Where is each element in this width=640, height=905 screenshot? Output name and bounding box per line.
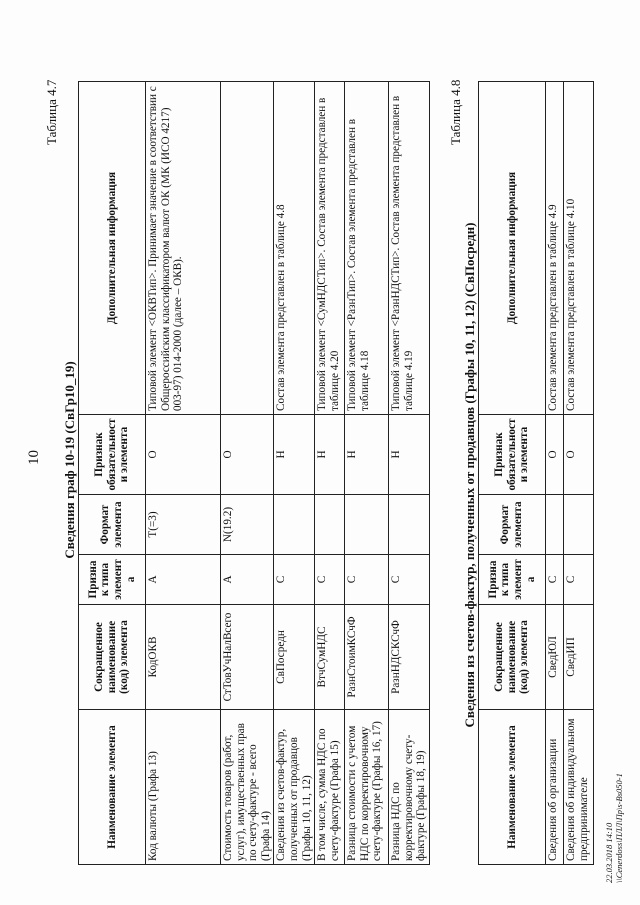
cell-additional-info: Состав элемента представлен в таблице 4.8	[274, 82, 315, 415]
table-4-8-label: Таблица 4.8	[448, 79, 463, 145]
table-row	[146, 82, 221, 865]
cell-element-name: Стоимость товаров (работ, услуг), имущественных прав по счету-фактуре - всего (Графа 14)	[221, 710, 274, 865]
column-header: Дополнительная информация	[479, 82, 546, 415]
table-row	[221, 82, 274, 865]
cell-format	[274, 495, 315, 555]
page-number: 10	[26, 450, 42, 465]
column-header: Наименование элемента	[79, 710, 146, 865]
cell-required: Н	[345, 415, 389, 495]
cell-code: СвПосредн	[274, 605, 315, 710]
cell-required: О	[221, 415, 274, 495]
cell-element-name: Сведения об индивидуальном предпринимателе	[564, 710, 594, 865]
cell-code: КодОКВ	[146, 605, 221, 710]
cell-element-name: Сведения об организации	[546, 710, 564, 865]
table-row	[315, 82, 345, 865]
cell-format	[389, 495, 430, 555]
footer-path: \\Cenerdoss\ПЛЛ\Пр\s-Bs050-1	[614, 773, 624, 883]
cell-format	[345, 495, 389, 555]
table-row	[564, 82, 594, 865]
cell-type: С	[345, 555, 389, 605]
column-header: Признак типа элемента	[479, 555, 546, 605]
cell-format	[564, 495, 594, 555]
cell-element-name: В том числе, сумма НДС по счету-фактуре (Графа 15)	[315, 710, 345, 865]
footer-date: 22.03.2018 14:10	[604, 822, 614, 883]
cell-element-name: Код валюты (Графа 13)	[146, 710, 221, 865]
cell-additional-info: Типовой элемент <ОКВТип>. Принимает значение в соответствии с Общероссийским классификатором валют ОК (МК (ИСО 4217) 003-97) 014-2000 (далее – ОКВ).	[146, 82, 221, 415]
column-header: Формат элемента	[79, 495, 146, 555]
cell-type: С	[546, 555, 564, 605]
table-header-row	[479, 82, 546, 865]
cell-additional-info	[221, 82, 274, 415]
column-header: Признак типа элемента	[79, 555, 146, 605]
cell-code: СведИП	[564, 605, 594, 710]
table-row	[389, 82, 430, 865]
table-4-7-title: Сведения граф 10-19 (СвГр10_19)	[62, 361, 77, 559]
cell-format: T(=3)	[146, 495, 221, 555]
cell-additional-info: Состав элемента представлен в таблице 4.10	[564, 82, 594, 415]
cell-required: Н	[274, 415, 315, 495]
table-header-row	[79, 82, 146, 865]
table-row	[345, 82, 389, 865]
cell-type: А	[146, 555, 221, 605]
cell-code: СведЮЛ	[546, 605, 564, 710]
cell-type: С	[315, 555, 345, 605]
cell-type: С	[274, 555, 315, 605]
table-4-8-title: Сведения из счетов-фактур, полученных от продавцов (Графы 10, 11, 12) (СвПосредн)	[462, 222, 477, 728]
footer-stamp	[604, 773, 624, 883]
column-header: Сокращенное наименование (код) элемента	[79, 605, 146, 710]
table-row	[546, 82, 564, 865]
column-header: Признак обязательности элемента	[479, 415, 546, 495]
cell-format	[315, 495, 345, 555]
cell-code: РазнСтоимКСчФ	[345, 605, 389, 710]
table-4-7	[78, 81, 430, 865]
cell-additional-info: Типовой элемент <РазнНДСТип>. Состав элемента представлен в таблице 4.19	[389, 82, 430, 415]
cell-format	[546, 495, 564, 555]
cell-element-name: Разница НДС по корректировочному счету-фактуре (Графы 18, 19)	[389, 710, 430, 865]
cell-additional-info: Типовой элемент <РазнТип>. Состав элемента представлен в таблице 4.18	[345, 82, 389, 415]
cell-required: О	[564, 415, 594, 495]
cell-type: А	[221, 555, 274, 605]
cell-required: Н	[315, 415, 345, 495]
column-header: Наименование элемента	[479, 710, 546, 865]
column-header: Дополнительная информация	[79, 82, 146, 415]
table-4-8	[478, 81, 594, 865]
cell-type: С	[389, 555, 430, 605]
cell-element-name: Разница стоимости с учетом НДС по корректировочному счету-фактуре (Графы 16, 17)	[345, 710, 389, 865]
cell-required: Н	[389, 415, 430, 495]
column-header: Признак обязательности элемента	[79, 415, 146, 495]
cell-code: РазнНДСКСчФ	[389, 605, 430, 710]
cell-format: N(19.2)	[221, 495, 274, 555]
cell-required: О	[146, 415, 221, 495]
cell-element-name: Сведения из счетов-фактур, полученных от продавцов (Графы 10, 11, 12)	[274, 710, 315, 865]
column-header: Формат элемента	[479, 495, 546, 555]
cell-type: С	[564, 555, 594, 605]
cell-additional-info: Состав элемента представлен в таблице 4.9	[546, 82, 564, 415]
cell-code: ВтчСумНДС	[315, 605, 345, 710]
cell-additional-info: Типовой элемент <СумНДСТип>. Состав элемента представлен в таблице 4.20	[315, 82, 345, 415]
column-header: Сокращенное наименование (код) элемента	[479, 605, 546, 710]
cell-required: О	[546, 415, 564, 495]
table-row	[274, 82, 315, 865]
cell-code: СтТовУчНалВсего	[221, 605, 274, 710]
table-4-7-label: Таблица 4.7	[44, 79, 59, 145]
